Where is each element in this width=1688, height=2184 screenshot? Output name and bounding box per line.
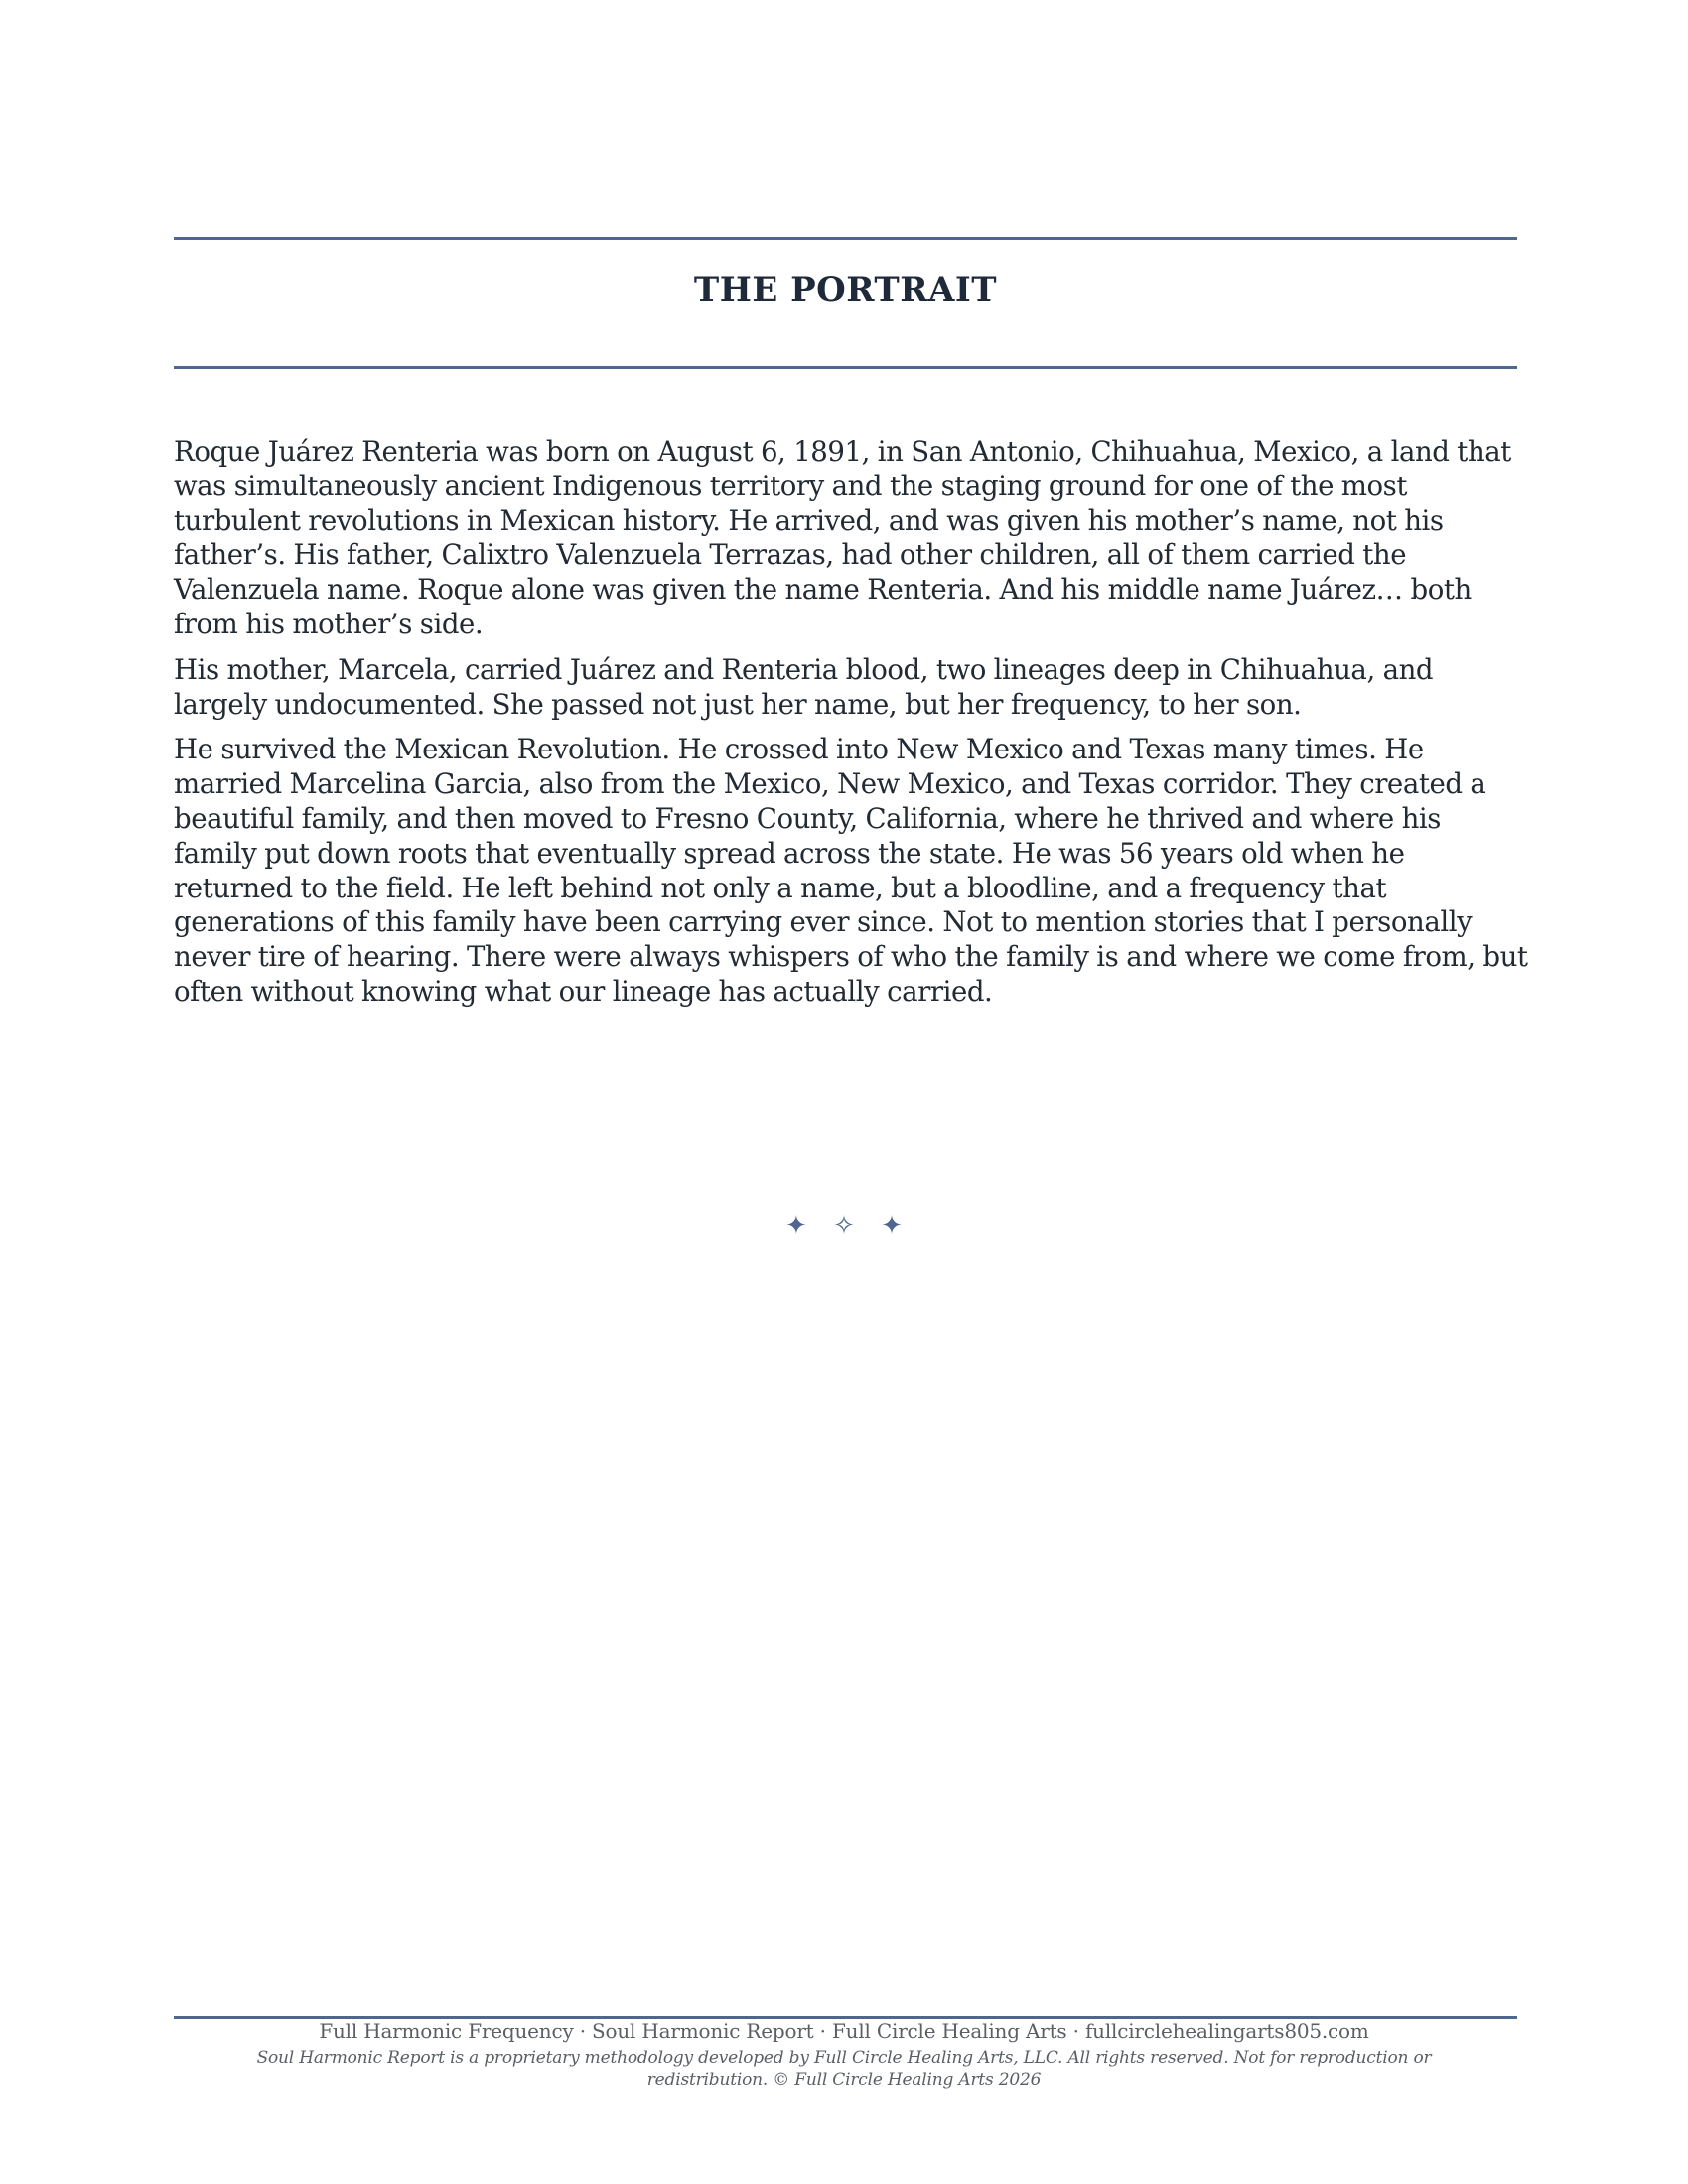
- body-text: [174, 435, 1529, 1021]
- footer-credits: Full Harmonic Frequency · Soul Harmonic Report · Full Circle Healing Arts · fullcirclehealingarts805.com: [319, 2019, 1369, 2043]
- title-bottom-divider: [174, 366, 1517, 369]
- paragraph-birth: Roque Juárez Renteria was born on August 6, 1891, in San Antonio, Chihuahua, Mexico, a land that was simultaneously ancient Indigenous territory and the staging ground for one of the most turbulent revolutions in Mexican history. He arrived, and was given his mother’s name, not his father’s. His father, Calixtro Valenzuela Terrazas, had other children, all of them carried the Valenzuela name. Roque alone was given the name Renteria. And his middle name Juárez… both from his mother’s side.: [174, 435, 1511, 640]
- sparkle-outline-icon: ✧: [833, 1211, 855, 1241]
- page-title: THE PORTRAIT: [693, 270, 998, 310]
- paragraph-mother: His mother, Marcela, carried Juárez and Renteria blood, two lineages deep in Chihuahua, and largely undocumented. She passed not just her name, but her frequency, to her son.: [174, 652, 1434, 721]
- title-top-divider: [174, 237, 1517, 240]
- section-ornament: [0, 1211, 1688, 1241]
- paragraph-life: He survived the Mexican Revolution. He crossed into New Mexico and Texas many times. He married Marcelina Garcia, also from the Mexico, New Mexico, and Texas corridor. They created a beautiful family, and then moved to Fresno County, California, where he thrived and where his family put down roots that eventually spread across the state. He was 56 years old when he returned to the field. He left behind not only a name, but a bloodline, and a frequency that generations of this family have been carrying ever since. Not to mention stories that I personally never tire of hearing. There were always whispers of who the family is and where we come from, but often without knowing what our lineage has actually carried.: [174, 733, 1528, 1008]
- sparkle-icon: ✦: [785, 1211, 807, 1241]
- footer-copyright: Soul Harmonic Report is a proprietary methodology developed by Full Circle Healing Arts, LLC. All rights reserved. Not for reproduction or redistribution. © Full Circle Healing Arts 2026: [256, 2048, 1432, 2090]
- sparkle-icon: ✦: [881, 1211, 903, 1241]
